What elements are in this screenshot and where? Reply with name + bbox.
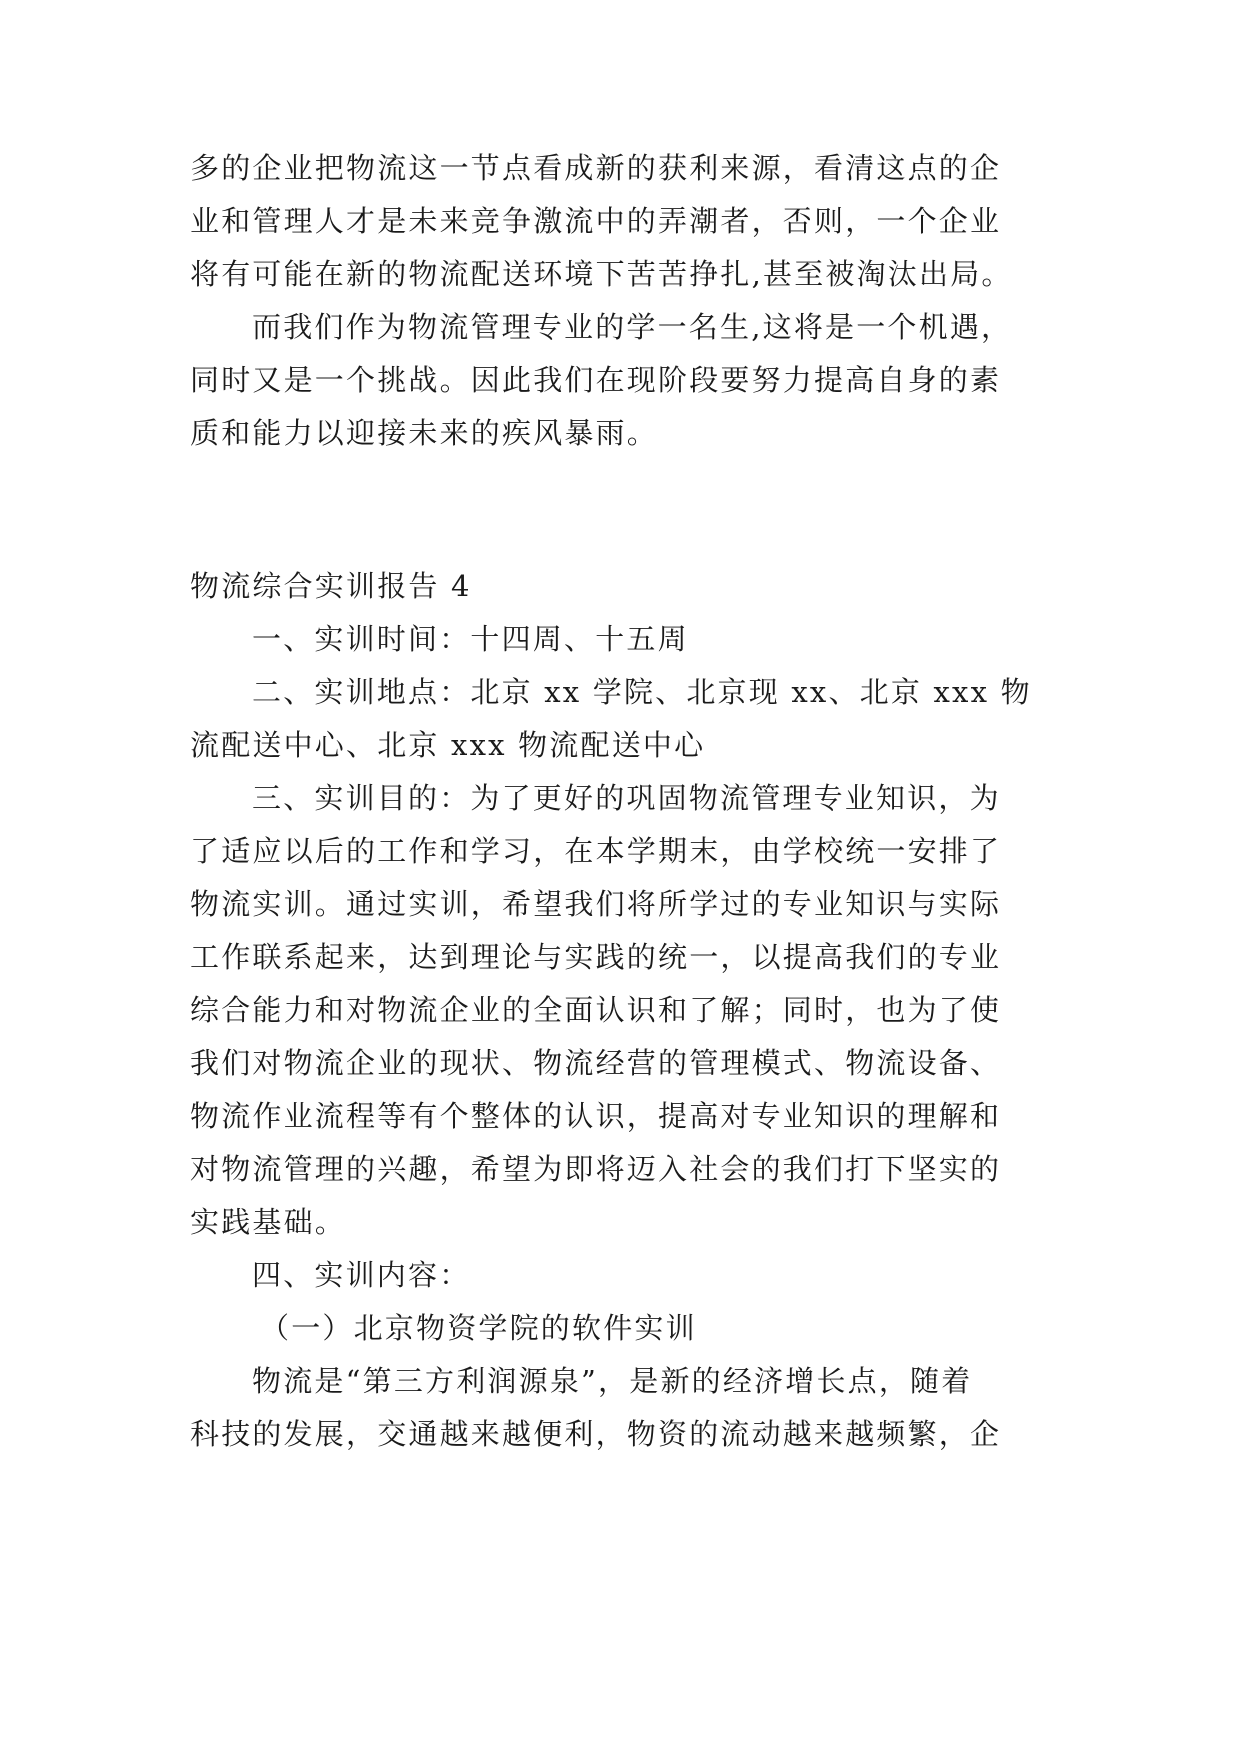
item-place-line-2: 流配送中心、北京 xxx 物流配送中心	[190, 728, 706, 762]
paragraph-3-line-2: 科技的发展，交通越来越便利，物资的流动越来越频繁，企	[190, 1417, 1002, 1451]
item-place-line-1: 二、实训地点：北京 xx 学院、北京现 xx、北京 xxx 物	[252, 675, 1032, 709]
paragraph-1-line-3: 将有可能在新的物流配送环境下苦苦挣扎,甚至被淘汰出局。	[190, 257, 1013, 291]
section-title: 物流综合实训报告 4	[190, 569, 472, 603]
item-purpose-line-6: 我们对物流企业的现状、物流经营的管理模式、物流设备、	[190, 1046, 1002, 1080]
item-purpose-line-5: 综合能力和对物流企业的全面认识和了解；同时，也为了使	[190, 993, 1002, 1027]
item-purpose-line-2: 了适应以后的工作和学习，在本学期末，由学校统一安排了	[190, 834, 1002, 868]
item-purpose-line-4: 工作联系起来，达到理论与实践的统一，以提高我们的专业	[190, 940, 1002, 974]
item-content: 四、实训内容：	[252, 1258, 471, 1292]
paragraph-2-line-2: 同时又是一个挑战。因此我们在现阶段要努力提高自身的素	[190, 363, 1002, 397]
item-purpose-line-8: 对物流管理的兴趣，希望为即将迈入社会的我们打下坚实的	[190, 1152, 1002, 1186]
item-time: 一、实训时间：十四周、十五周	[252, 622, 689, 656]
item-purpose-line-9: 实践基础。	[190, 1205, 347, 1239]
paragraph-3-line-1: 物流是“第三方利润源泉”，是新的经济增长点，随着	[252, 1364, 973, 1398]
paragraph-2-line-3: 质和能力以迎接未来的疾风暴雨。	[190, 416, 659, 450]
item-purpose-line-7: 物流作业流程等有个整体的认识，提高对专业知识的理解和	[190, 1099, 1002, 1133]
paragraph-2-line-1: 而我们作为物流管理专业的学一名生,这将是一个机遇，	[252, 310, 1013, 344]
paragraph-1-line-2: 业和管理人才是未来竞争激流中的弄潮者，否则，一个企业	[190, 204, 1002, 238]
paragraph-1-line-1: 多的企业把物流这一节点看成新的获利来源，看清这点的企	[190, 151, 1002, 185]
subsection-1-title: （一）北京物资学院的软件实训	[260, 1311, 697, 1345]
item-purpose-line-3: 物流实训。通过实训，希望我们将所学过的专业知识与实际	[190, 887, 1002, 921]
item-purpose-line-1: 三、实训目的：为了更好的巩固物流管理专业知识，为	[252, 781, 1001, 815]
